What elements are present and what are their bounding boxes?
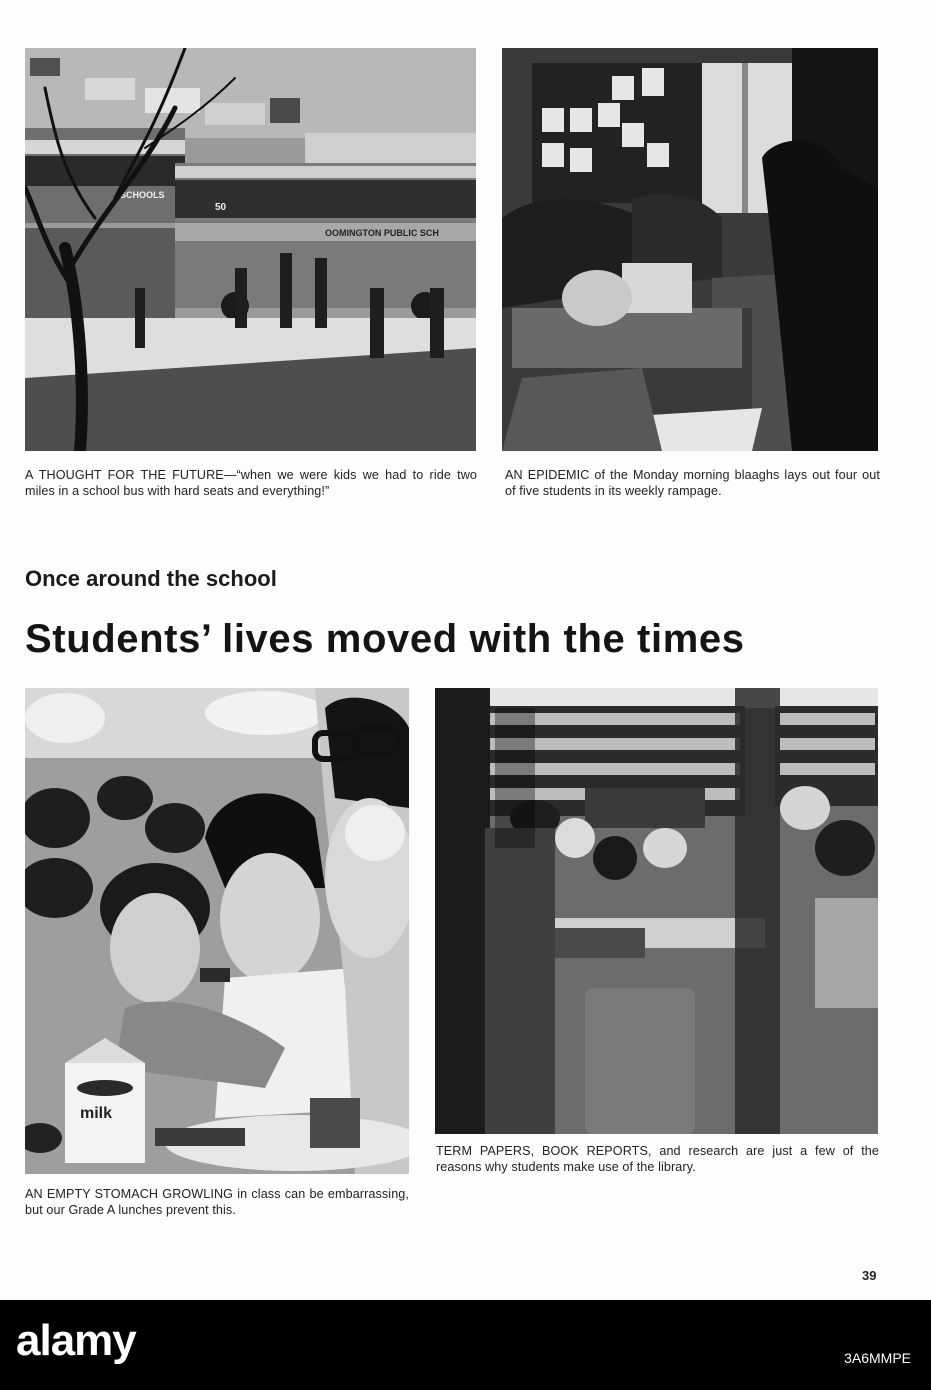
bus-sign-text: OOMINGTON PUBLIC SCH xyxy=(325,228,439,238)
library-caption: TERM PAPERS, BOOK REPORTS, and research are just a few of the reasons why students make use of the library. xyxy=(436,1144,879,1174)
bus-side-text: SCHOOLS xyxy=(120,190,165,200)
page-headline: Students’ lives moved with the times xyxy=(25,617,745,661)
section-kicker: Once around the school xyxy=(25,566,277,591)
stock-logo: alamy xyxy=(16,1316,136,1365)
classroom-photo xyxy=(502,48,878,451)
stock-image-id: 3A6MMPE xyxy=(844,1350,911,1366)
classroom-caption: AN EPIDEMIC of the Monday morning blaaghs lays out four out of five students in its weekly rampage. xyxy=(505,468,880,498)
bus-number: 50 xyxy=(215,202,227,213)
library-photo xyxy=(435,688,878,1134)
stock-watermark-bar xyxy=(0,1300,931,1390)
cafeteria-lunch-photo xyxy=(25,688,409,1174)
lunch-caption: AN EMPTY STOMACH GROWLING in class can be embarrassing, but our Grade A lunches prevent this. xyxy=(25,1187,409,1217)
page-number: 39 xyxy=(862,1268,877,1283)
school-bus-photo xyxy=(25,48,476,451)
milk-carton-text: milk xyxy=(80,1105,113,1122)
bus-caption: A THOUGHT FOR THE FUTURE—“when we were kids we had to ride two miles in a school bus with hard seats and everything!” xyxy=(25,468,477,498)
